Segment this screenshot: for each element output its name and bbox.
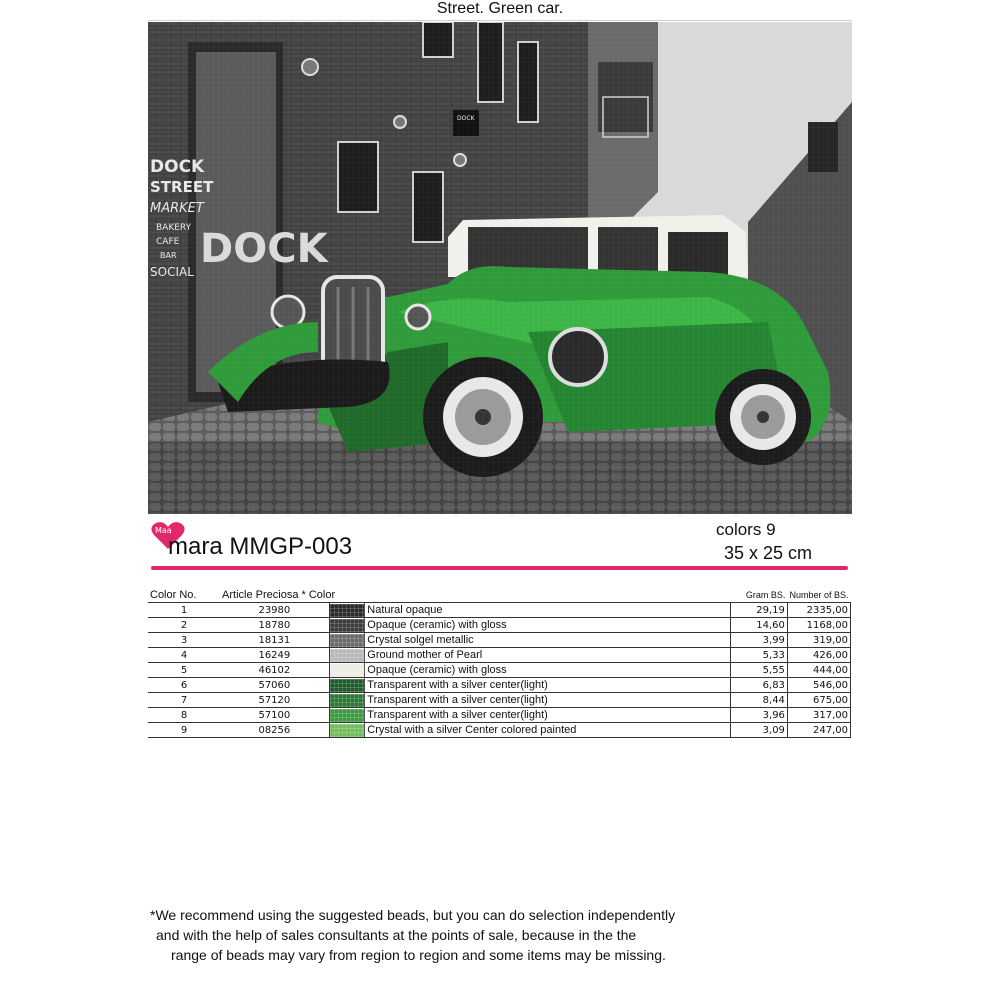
bead-name: Crystal solgel metallic <box>365 633 730 648</box>
svg-text:CAFE: CAFE <box>156 237 180 247</box>
swatch-fill <box>330 724 365 737</box>
table-row <box>148 708 851 723</box>
bead-name: Transparent with a silver center(light) <box>365 708 730 723</box>
bead-name: Opaque (ceramic) with gloss <box>365 618 730 633</box>
svg-text:BAR: BAR <box>160 251 177 260</box>
color-swatch <box>329 678 365 693</box>
color-swatch <box>329 603 365 618</box>
article-number: 18780 <box>220 618 329 633</box>
hanging-sign: DOCK <box>457 115 475 122</box>
bead-count: 2335,00 <box>787 603 850 618</box>
article-number: 46102 <box>220 663 329 678</box>
gram-value: 8,44 <box>730 693 787 708</box>
title-divider <box>148 20 852 21</box>
article-number: 57100 <box>220 708 329 723</box>
color-swatch <box>329 723 365 738</box>
product-code: mara MMGP-003 <box>168 533 353 560</box>
color-swatch <box>329 618 365 633</box>
bead-count: 444,00 <box>787 663 850 678</box>
bead-count: 247,00 <box>787 723 850 738</box>
article-number: 57120 <box>220 693 329 708</box>
swatch-fill <box>330 679 365 692</box>
note-line: range of beads may vary from region to region and some items may be missing. <box>171 947 666 963</box>
swatch-fill <box>330 694 365 707</box>
size-label: 35 x 25 cm <box>724 543 813 563</box>
article-number: 16249 <box>220 648 329 663</box>
gram-value: 6,83 <box>730 678 787 693</box>
bead-name: Ground mother of Pearl <box>365 648 730 663</box>
color-number: 3 <box>148 633 220 648</box>
note-line: *We recommend using the suggested beads, but you can do selection independently <box>150 907 676 923</box>
svg-text:MARKET: MARKET <box>150 201 204 216</box>
swatch-fill <box>330 709 365 722</box>
table-row <box>148 633 851 648</box>
gram-value: 5,55 <box>730 663 787 678</box>
swatch-fill <box>330 634 365 647</box>
article-number: 08256 <box>220 723 329 738</box>
bead-count: 319,00 <box>787 633 850 648</box>
swatch-fill <box>330 664 365 677</box>
bead-name: Opaque (ceramic) with gloss <box>365 663 730 678</box>
svg-text:SOCIAL: SOCIAL <box>150 265 194 279</box>
table-row <box>148 723 851 738</box>
bead-table <box>148 588 851 738</box>
gram-value: 3,99 <box>730 633 787 648</box>
colors-count: colors 9 <box>716 520 776 539</box>
color-swatch <box>329 693 365 708</box>
color-number: 4 <box>148 648 220 663</box>
logo-text: Maa <box>155 526 172 535</box>
gram-value: 3,96 <box>730 708 787 723</box>
header-gram: Gram BS. <box>730 588 787 603</box>
bead-count: 426,00 <box>787 648 850 663</box>
color-number: 8 <box>148 708 220 723</box>
bead-name: Natural opaque <box>365 603 730 618</box>
gram-value: 5,33 <box>730 648 787 663</box>
swatch-fill <box>330 604 365 617</box>
color-swatch <box>329 708 365 723</box>
color-swatch <box>329 648 365 663</box>
color-number: 9 <box>148 723 220 738</box>
gram-value: 3,09 <box>730 723 787 738</box>
bead-count: 1168,00 <box>787 618 850 633</box>
svg-text:BAKERY: BAKERY <box>156 223 192 233</box>
page-title: Street. Green car. <box>436 0 564 17</box>
color-number: 5 <box>148 663 220 678</box>
accent-divider <box>151 566 848 570</box>
article-number: 23980 <box>220 603 329 618</box>
table-row <box>148 603 851 618</box>
recommendation-note <box>150 905 790 965</box>
color-number: 6 <box>148 678 220 693</box>
bead-name: Transparent with a silver center(light) <box>365 693 730 708</box>
color-number: 7 <box>148 693 220 708</box>
note-line: and with the help of sales consultants at the points of sale, because in the the <box>156 927 637 943</box>
table-row <box>148 618 851 633</box>
header-article: Article Preciosa * Color <box>220 588 365 603</box>
article-number: 57060 <box>220 678 329 693</box>
color-swatch <box>329 663 365 678</box>
bead-name: Transparent with a silver center(light) <box>365 678 730 693</box>
swatch-fill <box>330 619 365 632</box>
color-number: 1 <box>148 603 220 618</box>
table-row <box>148 663 851 678</box>
bead-count: 317,00 <box>787 708 850 723</box>
gram-value: 29,19 <box>730 603 787 618</box>
table-header-row <box>148 588 851 603</box>
bead-count: 546,00 <box>787 678 850 693</box>
bead-count: 675,00 <box>787 693 850 708</box>
svg-text:STREET: STREET <box>150 178 214 196</box>
header-color-no: Color No. <box>148 588 220 603</box>
color-swatch <box>329 633 365 648</box>
swatch-fill <box>330 649 365 662</box>
color-number: 2 <box>148 618 220 633</box>
bead-name: Crystal with a silver Center colored painted <box>365 723 730 738</box>
header-number: Number of BS. <box>787 588 850 603</box>
svg-text:DOCK: DOCK <box>150 157 205 177</box>
article-number: 18131 <box>220 633 329 648</box>
car-picture <box>148 22 852 514</box>
gram-value: 14,60 <box>730 618 787 633</box>
svg-text:DOCK: DOCK <box>200 226 328 272</box>
table-row <box>148 678 851 693</box>
table-row <box>148 648 851 663</box>
table-row <box>148 693 851 708</box>
